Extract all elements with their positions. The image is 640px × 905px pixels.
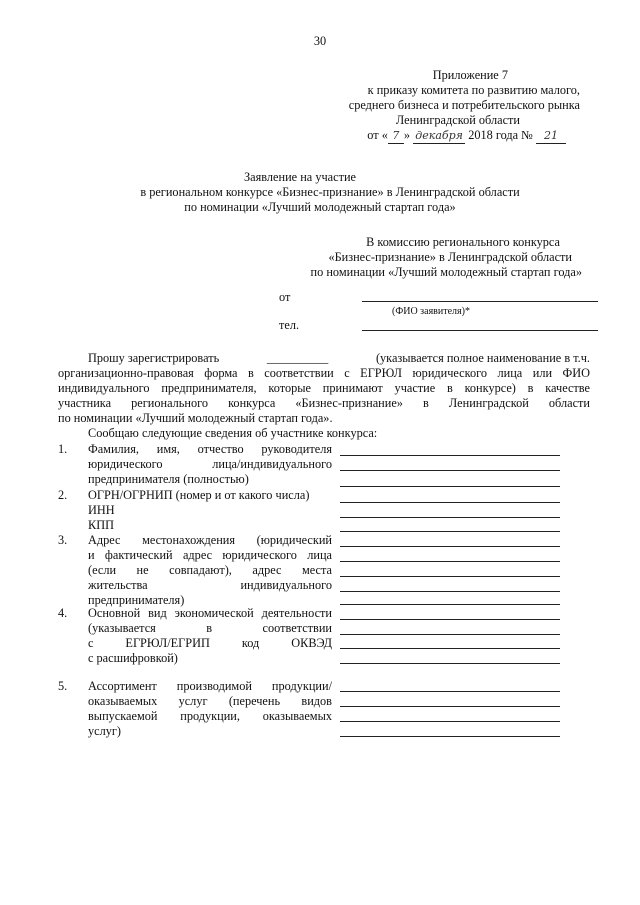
item-2-line: КПП — [88, 518, 114, 532]
item-4-field[interactable] — [340, 648, 560, 649]
heading-line-3: по номинации «Лучший молодежный стартап года» — [184, 200, 456, 214]
item-5-line: Ассортимент производимой продукции/ — [88, 679, 332, 693]
date-mid: » — [403, 128, 411, 142]
item-1-line: Фамилия, имя, отчество руководителя — [88, 442, 332, 456]
item-3-field[interactable] — [340, 591, 560, 592]
item-3-field[interactable] — [340, 576, 560, 577]
item-2-field[interactable] — [340, 531, 560, 532]
para1-line-4: участника регионального конкурса «Бизнес-признание» в Ленинградской области — [58, 396, 590, 410]
appendix-block — [280, 68, 580, 144]
item-2-line: ОГРН/ОГРНИП (номер и от какого числа) — [88, 488, 310, 502]
item-5-field[interactable] — [340, 736, 560, 737]
para1-start: Прошу зарегистрировать — [88, 351, 220, 365]
item-4-text — [88, 606, 332, 666]
item-3-number: 3. — [58, 533, 68, 547]
appendix-line-2: среднего бизнеса и потребительского рынка — [348, 98, 580, 112]
appendix-line-3: Ленинградской области — [395, 113, 520, 127]
item-5-field[interactable] — [340, 721, 560, 722]
item-3-field[interactable] — [340, 561, 560, 562]
item-3-line: предпринимателя) — [88, 593, 185, 607]
date-day: 7 — [388, 128, 404, 144]
item-2-text — [88, 488, 332, 533]
item-1-text — [88, 442, 332, 487]
item-2-line: ИНН — [88, 503, 115, 517]
date-month: декабря — [413, 128, 465, 144]
item-4-field[interactable] — [340, 663, 560, 664]
item-4-field[interactable] — [340, 634, 560, 635]
date-year: 2018 года № — [468, 128, 533, 142]
item-1-field[interactable] — [340, 455, 560, 456]
appendix-line-1: к приказу комитета по развитию малого, — [367, 83, 580, 97]
item-3-line: (если не совпадают), адрес места — [88, 563, 332, 577]
item-4-line: с ЕГРЮЛ/ЕГРИП код ОКВЭД — [88, 636, 332, 650]
para1-line-3: индивидуального предпринимателя, которые принимают участие в конкурсе) в качестве — [58, 381, 590, 395]
item-3-text — [88, 533, 332, 608]
page-number: 30 — [313, 34, 327, 48]
item-3-line: жительства индивидуального — [88, 578, 332, 592]
appendix-title: Приложение 7 — [432, 68, 508, 82]
item-5-field[interactable] — [340, 706, 560, 707]
item-4-line: Основной вид экономической деятельности — [88, 606, 332, 620]
item-2-field[interactable] — [340, 502, 560, 503]
item-2-number: 2. — [58, 488, 68, 502]
addressee-line-3: по номинации «Лучший молодежный стартап года» — [310, 265, 582, 279]
item-5-text — [88, 679, 332, 739]
statement-heading — [0, 170, 640, 215]
item-4-number: 4. — [58, 606, 68, 620]
item-5-line: оказываемых услуг (перечень видов — [88, 694, 332, 708]
item-5-line: услуг) — [88, 724, 122, 738]
request-paragraph — [58, 351, 590, 441]
item-4-line: с расшифровкой) — [88, 651, 178, 665]
tel-label: тел. — [279, 318, 300, 332]
item-1-line: предпринимателя (полностью) — [88, 472, 249, 486]
item-1-field[interactable] — [340, 486, 560, 487]
item-3-line: Адрес местонахождения (юридический — [88, 533, 332, 547]
item-4-line: (указывается в соответствии — [88, 621, 332, 635]
para1-line-1 — [58, 351, 590, 366]
para1-line-5: по номинации «Лучший молодежный стартап года». — [58, 411, 333, 425]
item-5-field[interactable] — [340, 691, 560, 692]
item-3-field[interactable] — [340, 546, 560, 547]
item-2-field[interactable] — [340, 517, 560, 518]
para1-blank: __________ — [266, 351, 329, 365]
item-3-line: и фактический адрес юридического лица — [88, 548, 332, 562]
para2: Сообщаю следующие сведения об участнике конкурса: — [88, 426, 378, 440]
item-3-field[interactable] — [340, 604, 560, 605]
applicant-caption: (ФИО заявителя)* — [392, 306, 470, 317]
addressee-line-2: «Бизнес-признание» в Ленинградской области — [328, 250, 572, 264]
para1-line-2: организационно-правовая форма в соответствии с ЕГРЮЛ юридического лица или ФИО — [58, 366, 590, 380]
item-1-number: 1. — [58, 442, 68, 456]
item-5-line: выпускаемой продукции, оказываемых — [88, 709, 332, 723]
addressee-block — [240, 235, 582, 280]
appendix-date-line — [280, 128, 580, 144]
order-number: 21 — [536, 128, 566, 144]
heading-line-2: в региональном конкурсе «Бизнес-признание» в Ленинградской области — [140, 185, 520, 199]
item-1-line: юридического лица/индивидуального — [88, 457, 332, 471]
tel-field[interactable] — [362, 330, 598, 331]
para1-rest: (указывается полное наименование в т.ч. — [375, 351, 590, 365]
addressee-line-1: В комиссию регионального конкурса — [366, 235, 560, 249]
item-5-number: 5. — [58, 679, 68, 693]
item-4-field[interactable] — [340, 619, 560, 620]
date-prefix: от « — [367, 128, 388, 142]
heading-line-1: Заявление на участие — [244, 170, 356, 184]
item-1-field[interactable] — [340, 470, 560, 471]
applicant-name-field[interactable] — [362, 301, 598, 302]
from-label: от — [279, 290, 291, 304]
